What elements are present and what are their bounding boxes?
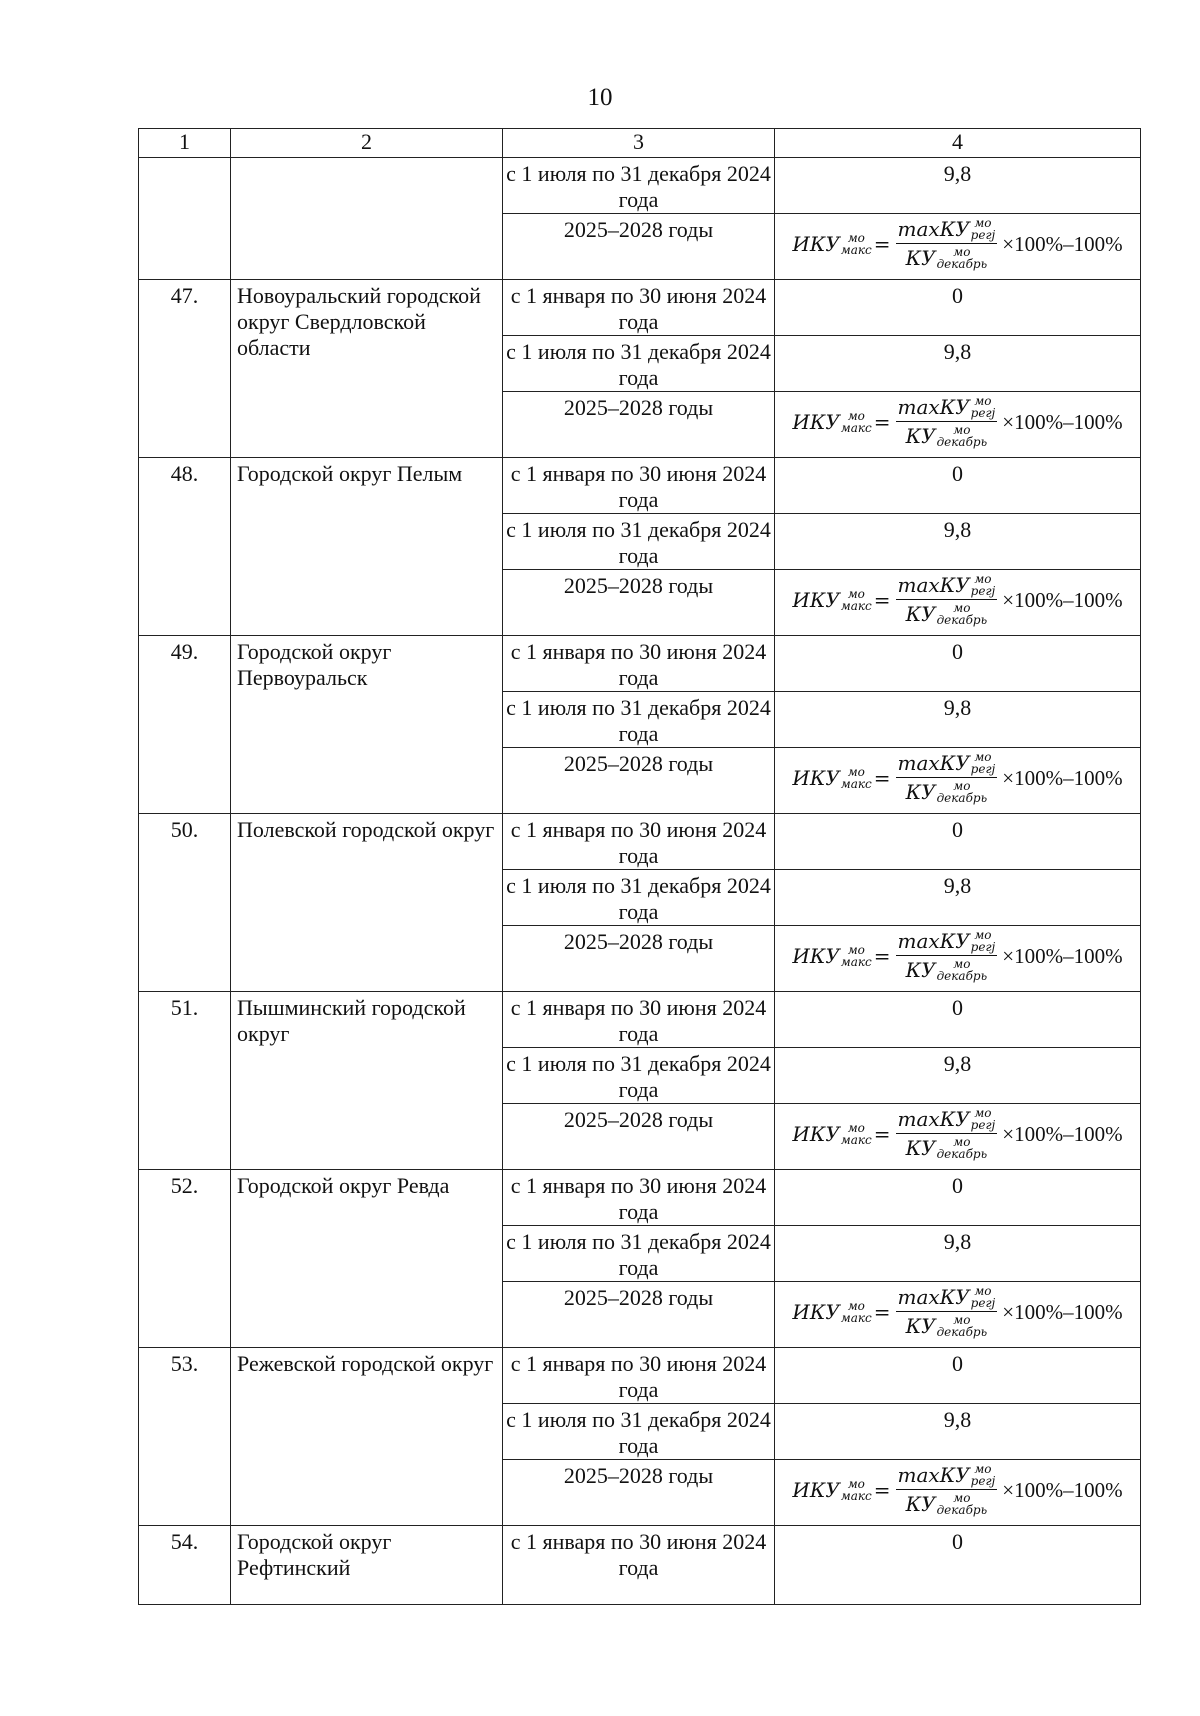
formula-lhs-indices [841,766,872,790]
formula-equals: = [873,231,891,256]
value-cell: 9,8 [775,1404,1141,1460]
entry-name-cell: Полевской городской округ [231,814,503,992]
entry-number-cell [139,814,231,992]
formula-lhs-indices [841,1478,872,1502]
formula-numerator [896,572,998,600]
period-cell: с 1 января по 30 июня 2024 года [503,1526,775,1605]
formula-num-sup: мо [974,750,992,764]
formula-num-sub: регj [970,584,996,598]
formula-den-indices [937,958,988,982]
formula-lhs-sub: макс [840,954,872,969]
table-row [139,1348,1141,1404]
formula-lhs: ИКУ [792,1121,840,1146]
entry-name-cell: Пышминский городской округ [231,992,503,1170]
entry-number: 53. [170,1351,199,1376]
formula-den-sub: декабрь [936,257,988,271]
period-cell: с 1 июля по 31 декабря 2024 года [503,692,775,748]
entry-name-cell: Городской округ Пелым [231,458,503,636]
period-cell: 2025–2028 годы [503,1460,775,1526]
formula-denominator [904,422,990,449]
indexation-formula [792,928,1122,983]
formula-num-main: maxКУ [897,573,970,597]
formula-numerator [896,750,998,778]
formula-lhs-sub: макс [840,1310,872,1325]
period-cell: 2025–2028 годы [503,748,775,814]
formula-den-main: КУ [905,1136,936,1160]
formula-lhs: ИКУ [792,587,840,612]
formula-equals: = [873,1477,891,1502]
formula-num-main: maxКУ [897,395,970,419]
formula-lhs-indices [841,944,872,968]
formula-lhs: ИКУ [792,1299,840,1324]
formula-numerator [896,928,998,956]
formula-lhs-sub: макс [840,776,872,791]
period-cell: 2025–2028 годы [503,570,775,636]
formula-num-sup: мо [974,1462,992,1476]
formula-equals: = [873,409,891,434]
formula-cell [775,392,1141,458]
formula-fraction [896,1284,998,1339]
indexation-formula [792,1284,1122,1339]
formula-num-sup: мо [974,1106,992,1120]
formula-tail: ×100%–100% [1002,1477,1123,1502]
table-row [139,158,1141,214]
period-cell: 2025–2028 годы [503,1282,775,1348]
formula-lhs-sup: мо [847,408,865,423]
formula-cell [775,926,1141,992]
formula-den-sub: декабрь [936,613,988,627]
formula-den-main: КУ [905,958,936,982]
formula-tail: ×100%–100% [1002,1299,1123,1324]
formula-denominator [904,1490,990,1517]
table-row [139,636,1141,692]
formula-lhs-sup: мо [847,764,865,779]
formula-tail: ×100%–100% [1002,765,1123,790]
formula-num-indices [971,929,996,953]
period-cell: 2025–2028 годы [503,214,775,280]
period-cell: с 1 июля по 31 декабря 2024 года [503,870,775,926]
formula-den-sub: декабрь [936,1147,988,1161]
formula-lhs-sub: макс [840,1488,872,1503]
formula-tail: ×100%–100% [1002,1121,1123,1146]
value-cell: 9,8 [775,1048,1141,1104]
formula-den-indices [937,602,988,626]
formula-den-sub: декабрь [936,791,988,805]
entry-number: 51. [170,995,199,1020]
indexation-formula [792,1462,1122,1517]
formula-num-indices [971,395,996,419]
formula-lhs-sup: мо [847,586,865,601]
formula-num-main: maxКУ [897,217,970,241]
value-cell: 9,8 [775,158,1141,214]
entry-number-cell [139,1170,231,1348]
formula-num-sup: мо [974,572,992,586]
formula-num-main: maxКУ [897,929,970,953]
value-cell: 9,8 [775,870,1141,926]
formula-numerator [896,1462,998,1490]
formula-denominator [904,956,990,983]
formula-den-main: КУ [905,1314,936,1338]
formula-num-sub: регj [970,940,996,954]
header-col-2: 2 [231,129,503,158]
formula-numerator [896,394,998,422]
formula-den-sup: мо [953,601,971,615]
formula-num-sup: мо [974,928,992,942]
formula-num-main: maxКУ [897,1463,970,1487]
formula-den-main: КУ [905,1492,936,1516]
formula-lhs-sub: макс [840,598,872,613]
page-number: 10 [587,84,613,111]
formula-den-indices [937,246,988,270]
formula-num-sub: регj [970,406,996,420]
formula-numerator [896,216,998,244]
formula-tail: ×100%–100% [1002,409,1123,434]
formula-lhs: ИКУ [792,231,840,256]
formula-tail: ×100%–100% [1002,587,1123,612]
formula-num-main: maxКУ [897,751,970,775]
period-cell: с 1 января по 30 июня 2024 года [503,1348,775,1404]
formula-den-sub: декабрь [936,969,988,983]
value-cell: 0 [775,1526,1141,1605]
value-cell: 0 [775,814,1141,870]
value-cell: 9,8 [775,692,1141,748]
entry-number-cell [139,158,231,280]
formula-den-sup: мо [953,1491,971,1505]
entry-number-cell [139,1348,231,1526]
entry-number-cell [139,636,231,814]
table-row [139,1170,1141,1226]
formula-equals: = [873,587,891,612]
formula-fraction [896,572,998,627]
formula-denominator [904,778,990,805]
period-cell: с 1 января по 30 июня 2024 года [503,1170,775,1226]
formula-num-main: maxКУ [897,1285,970,1309]
formula-denominator [904,244,990,271]
formula-den-sub: декабрь [936,1325,988,1339]
entry-name-cell: Городской округ Первоуральск [231,636,503,814]
value-cell: 9,8 [775,514,1141,570]
formula-num-sub: регj [970,1118,996,1132]
header-col-1: 1 [139,129,231,158]
formula-num-sub: регj [970,228,996,242]
value-cell: 0 [775,992,1141,1048]
formula-den-sup: мо [953,957,971,971]
header-col-3: 3 [503,129,775,158]
formula-den-sup: мо [953,779,971,793]
formula-num-indices [971,1107,996,1131]
formula-den-indices [937,780,988,804]
formula-num-indices [971,573,996,597]
formula-numerator [896,1106,998,1134]
formula-lhs-sub: макс [840,242,872,257]
formula-lhs: ИКУ [792,943,840,968]
formula-fraction [896,1462,998,1517]
entry-name-cell: Новоуральский городской округ Свердловской области [231,280,503,458]
formula-numerator [896,1284,998,1312]
formula-lhs-sub: макс [840,1132,872,1147]
formula-denominator [904,600,990,627]
formula-cell [775,748,1141,814]
formula-lhs-indices [841,1122,872,1146]
value-cell: 0 [775,1348,1141,1404]
formula-denominator [904,1312,990,1339]
table-row [139,814,1141,870]
value-cell: 0 [775,636,1141,692]
period-cell: с 1 июля по 31 декабря 2024 года [503,1404,775,1460]
period-cell: с 1 января по 30 июня 2024 года [503,636,775,692]
formula-lhs-indices [841,1300,872,1324]
period-cell: с 1 июля по 31 декабря 2024 года [503,1226,775,1282]
header-col-4: 4 [775,129,1141,158]
formula-fraction [896,928,998,983]
table-row [139,992,1141,1048]
formula-den-indices [937,1314,988,1338]
formula-fraction [896,1106,998,1161]
entry-number-cell [139,992,231,1170]
formula-den-main: КУ [905,424,936,448]
formula-lhs-sup: мо [847,942,865,957]
formula-den-indices [937,1136,988,1160]
entry-number-cell [139,280,231,458]
indexation-formula [792,216,1122,271]
period-cell: с 1 января по 30 июня 2024 года [503,280,775,336]
formula-cell [775,570,1141,636]
formula-num-indices [971,1285,996,1309]
formula-num-sub: регj [970,762,996,776]
formula-equals: = [873,943,891,968]
period-cell: с 1 июля по 31 декабря 2024 года [503,158,775,214]
entry-number-cell [139,1526,231,1605]
period-cell: с 1 июля по 31 декабря 2024 года [503,336,775,392]
formula-den-sup: мо [953,1313,971,1327]
indexation-formula [792,750,1122,805]
value-cell: 0 [775,1170,1141,1226]
formula-num-sup: мо [974,394,992,408]
period-cell: с 1 января по 30 июня 2024 года [503,814,775,870]
entry-name-cell [231,158,503,280]
period-cell: 2025–2028 годы [503,926,775,992]
formula-num-indices [971,1463,996,1487]
value-cell: 0 [775,458,1141,514]
formula-num-indices [971,217,996,241]
indexation-formula [792,1106,1122,1161]
formula-num-sub: регj [970,1296,996,1310]
formula-den-sup: мо [953,1135,971,1149]
formula-lhs-sup: мо [847,230,865,245]
tariff-table [138,128,1141,1605]
formula-lhs-sup: мо [847,1476,865,1491]
formula-fraction [896,750,998,805]
header-row [139,129,1141,158]
entry-number: 49. [170,639,199,664]
formula-lhs-sub: макс [840,420,872,435]
table-row [139,280,1141,336]
formula-tail: ×100%–100% [1002,943,1123,968]
formula-lhs: ИКУ [792,409,840,434]
formula-cell [775,1460,1141,1526]
entry-name-cell: Городской округ Ревда [231,1170,503,1348]
formula-lhs-indices [841,232,872,256]
formula-den-indices [937,1492,988,1516]
formula-lhs: ИКУ [792,765,840,790]
formula-den-sub: декабрь [936,1503,988,1517]
period-cell: с 1 июля по 31 декабря 2024 года [503,1048,775,1104]
formula-equals: = [873,1121,891,1146]
entry-number: 48. [170,461,199,486]
formula-num-main: maxКУ [897,1107,970,1131]
period-cell: с 1 июля по 31 декабря 2024 года [503,514,775,570]
formula-num-indices [971,751,996,775]
entry-number: 50. [170,817,199,842]
table-row [139,1526,1141,1605]
period-cell: с 1 января по 30 июня 2024 года [503,458,775,514]
formula-lhs: ИКУ [792,1477,840,1502]
table-row [139,458,1141,514]
value-cell: 9,8 [775,336,1141,392]
period-cell: с 1 января по 30 июня 2024 года [503,992,775,1048]
formula-den-sub: декабрь [936,435,988,449]
indexation-formula [792,572,1122,627]
formula-den-main: КУ [905,780,936,804]
formula-equals: = [873,1299,891,1324]
formula-num-sub: регj [970,1474,996,1488]
entry-number: 54. [170,1529,199,1554]
value-cell: 0 [775,280,1141,336]
formula-cell [775,214,1141,280]
formula-equals: = [873,765,891,790]
entry-number: 52. [170,1173,199,1198]
formula-den-sup: мо [953,245,971,259]
formula-denominator [904,1134,990,1161]
formula-den-sup: мо [953,423,971,437]
formula-fraction [896,216,998,271]
formula-lhs-sup: мо [847,1298,865,1313]
formula-den-main: КУ [905,602,936,626]
entry-number: 47. [170,283,199,308]
period-cell: 2025–2028 годы [503,1104,775,1170]
formula-tail: ×100%–100% [1002,231,1123,256]
indexation-formula [792,394,1122,449]
entry-name-cell: Городской округ Рефтинский [231,1526,503,1605]
formula-cell [775,1282,1141,1348]
entry-name-cell: Режевской городской округ [231,1348,503,1526]
formula-fraction [896,394,998,449]
formula-num-sup: мо [974,216,992,230]
formula-cell [775,1104,1141,1170]
period-cell: 2025–2028 годы [503,392,775,458]
formula-lhs-indices [841,588,872,612]
formula-den-main: КУ [905,246,936,270]
formula-lhs-indices [841,410,872,434]
entry-number-cell [139,458,231,636]
formula-num-sup: мо [974,1284,992,1298]
value-cell: 9,8 [775,1226,1141,1282]
formula-lhs-sup: мо [847,1120,865,1135]
formula-den-indices [937,424,988,448]
